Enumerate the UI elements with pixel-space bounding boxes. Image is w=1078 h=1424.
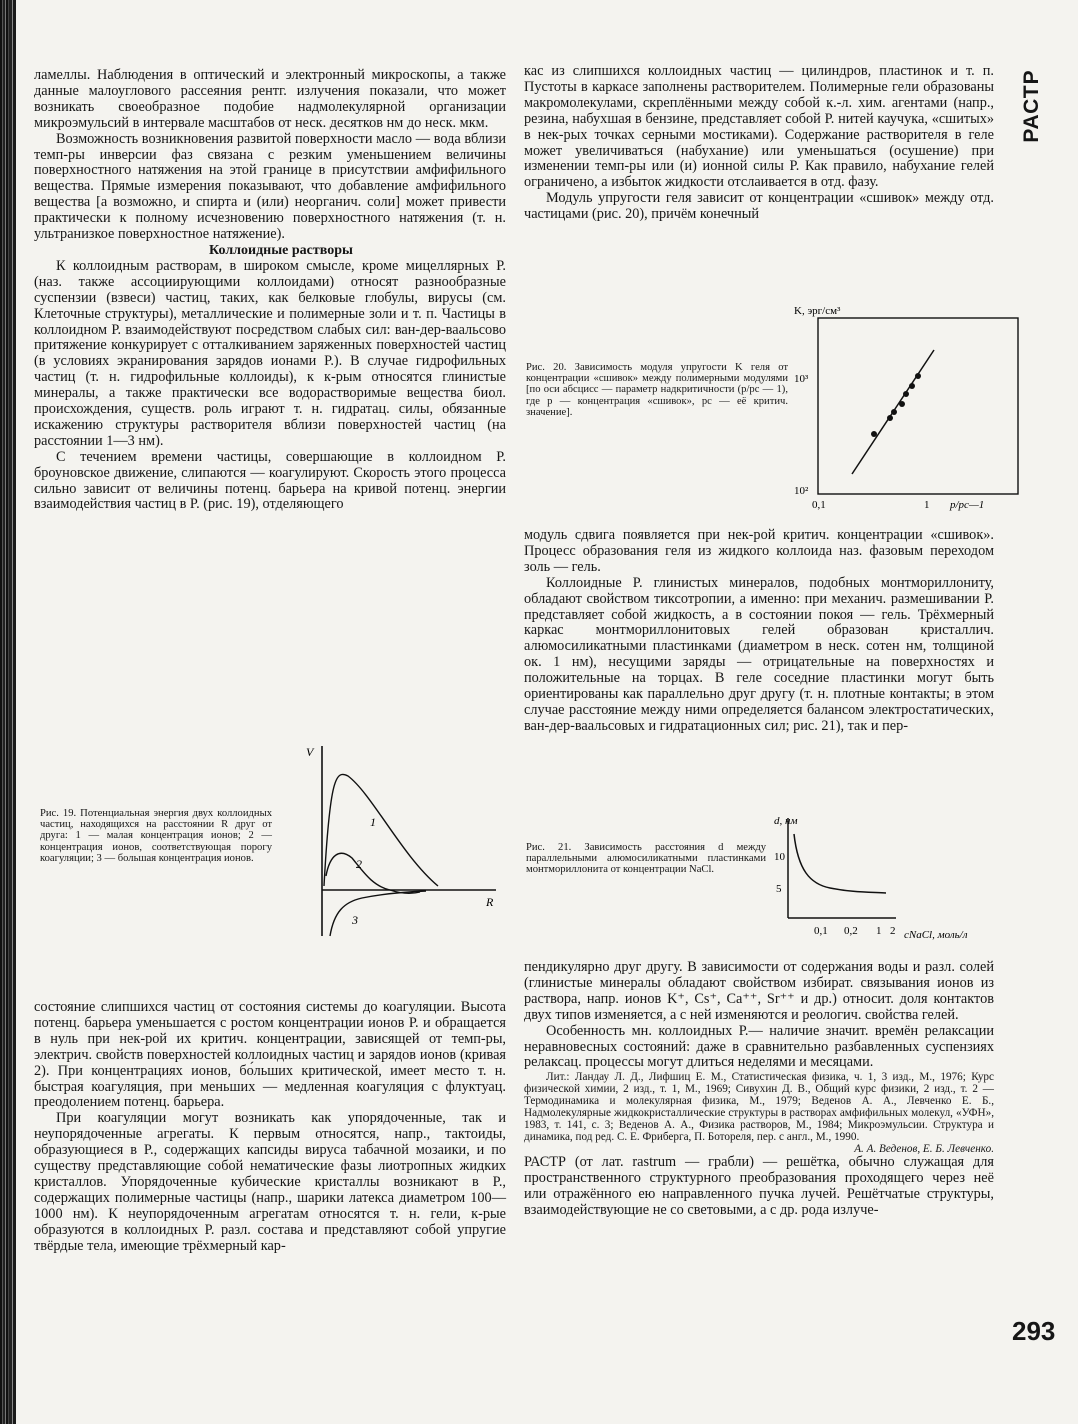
figure-21-plot <box>770 812 992 944</box>
paragraph: модуль сдвига появляется при нек-рой критич. концентрации «сшивок». Процесс образования геля из жидкого коллоида наз. фазовым переходом золь — гель. <box>524 527 994 575</box>
paragraph: Особенность мн. коллоидных Р.— наличие значит. времён релаксации неравновесных состояний: даже в сравнительно разбавленных суспензиях релаксац. процессы могут длиться неделями и месяцами. <box>524 1022 994 1071</box>
fig21-y-tick: 5 <box>776 883 782 895</box>
fig19-y-label: V <box>306 745 314 759</box>
figure-20-plot <box>790 302 1026 520</box>
paragraph: состояние слипшихся частиц от состояния системы до коагуляции. Высота потенц. барьера уменьшается с ростом концентрации ионов Р. и обращается в нуль при нек-рой их критич. концентрации, зависящей от темп-ры, электрич. свойств поверхностей коллоидных частиц и зарядов ионов (кривая 2). При концентрациях ионов, бо́льших критической, имеет место т. н. быстрая коагуляция, при меньших — медленная коагуляция с флуктуац. преодолением потенц. барьера. <box>34 999 506 1111</box>
fig21-x-label: cNaCl, моль/л <box>904 929 968 941</box>
fig20-y-tick: 10² <box>794 485 809 497</box>
fig19-curve-label: 3 <box>352 913 358 927</box>
fig20-x-tick: 0,1 <box>812 499 826 511</box>
paragraph: К коллоидным растворам, в широком смысле, кроме мицеллярных Р. (наз. также ассоциирующими коллоидами) относят разнообразные суспензии (взвеси) частиц, таких, как белковые глобулы, вирусы (см. Клеточные структуры), металлические и полимерные золи и т. п. Частицы в коллоидном Р. взаимодействуют посредством слабых сил: ван-дер-ваальсово притяжение конкурирует с отталкиванием заряженных поверхностей частиц (в условиях экранирования зарядов ионами Р.). В случае гидрофильных частиц (т. н. гидрофильные коллоиды), к к-рым относятся глинистые минералы, а также практически все водорастворимые вещества биол. происхождения, существ. роль играют т. н. гидратац. силы, обязанные искажению структуры растворителя вблизи поверхностей частиц (на расстоянии 1—3 нм). <box>34 257 506 449</box>
figure-20-caption: Рис. 20. Зависимость модуля упругости K геля от концентрации «сшивок» между полимерными модулями [по оси абсцисс — параметр надкритичности (p/pc — 1), где p — концентрация «сшивок», pc — её критич. значение]. <box>526 362 788 418</box>
fig19-curve-label: 1 <box>370 815 376 829</box>
paragraph: При коагуляции могут возникать как упорядоченные, так и неупорядоченные агрегаты. К первым относятся, напр., тактоиды, образующиеся в Р., содержащих капсиды вируса табачной мозаики, и по существу представляющие собой нематические фазы лиотропных жидких кристаллов. Упорядоченные кубические кристаллы возникают в Р., содержащих полимерные частицы (напр., шарики латекса диаметром 100—1000 нм). К неупорядоченным агрегатам относятся т. н. гели, к-рые образуются в коллоидных Р. разл. состава и представляют собой упругие твёрдые тела, имеющие трёхмерный кар- <box>34 1110 506 1254</box>
paragraph: кас из слипшихся коллоидных частиц — цилиндров, пластинок и т. п. Пустоты в каркасе заполнены растворителем. Полимерные гели образованы макромолекулами, скреплёнными между собой к.-л. хим. агентами (напр., резина, набухшая в бензине, представляет собой Р. нитей каучука, «сшитых» в нек-рых точках серными мостиками). Содержание растворителя в геле может увеличиваться (набухание) или уменьшаться (осушение) при изменении темп-ры или (и) ионной силы Р. Как правило, набухание гелей ограничено, а избыток жидкости отслаивается в отд. фазу. <box>524 63 994 191</box>
paragraph: С течением времени частицы, совершающие в коллоидном Р. броуновское движение, слипаются — коагулируют. Скорость этого процесса сильно зависит от величины потенц. барьера на кривой потенц. энергии взаимодействия частиц в Р. (рис. 19), отделяющего <box>34 448 506 513</box>
fig20-x-label: p/pc—1 <box>950 499 985 511</box>
literature-list: Лит.: Ландау Л. Д., Лифшиц Е. М., Статистическая физика, ч. 1, 3 изд., М., 1976; Курс физической химии, 2 изд., т. 1, М., 1969; Сивухин Д. В., Общий курс физики, 2 изд., т. 2 — Термодинамика и молекулярная физика, М., 1979; Веденов А. А., Левченко Е. Б., Надмолекулярные жидкокристаллические структуры в растворах амфифильных молекул, «УФН», 1983, т. 141, с. 3; Веденов А. А., Физика растворов, М., 1984; Микроэмульсии. Структура и динамика, под ред. С. Е. Фриберга, П. Ботореля, пер. с англ., М., 1990. <box>524 1071 994 1144</box>
paragraph: Коллоидные Р. глинистых минералов, подобных монтмориллониту, обладают свойством тиксотропии, а именно: при механич. размешивании Р. представляет собой жидкость, а в состоянии покоя — гель. Трёхмерный каркас монтмориллонитовых гелей образован кристаллич. алюмосиликатными пластинками (диаметром в неск. сотен нм, толщиной ок. 1 нм), несущими заряды — отрицательные на поверхностях и положительные на торцах. В геле соседние пластинки могут быть ориентированы как параллельно друг другу (т. н. плотные контакты; в этом случае расстояние между ними определяется балансом электростатических, ван-дер-ваальсовых и гидратационных сил; рис. 21), так и пер- <box>524 574 994 734</box>
fig21-y-tick: 10 <box>774 851 785 863</box>
paragraph: Модуль упругости геля зависит от концентрации «сшивок» между отд. частицами (рис. 20), причём конечный <box>524 190 994 223</box>
fig19-curve-2 <box>326 853 420 893</box>
fig20-y-label: K, эрг/см³ <box>794 305 841 317</box>
right-column-lower <box>524 960 994 1219</box>
figure-21-caption: Рис. 21. Зависимость расстояния d между параллельными алюмосиликатными пластинками монтмориллонита от концентрации NaCl. <box>526 842 766 876</box>
right-column-middle <box>524 528 994 735</box>
fig20-y-tick: 10³ <box>794 373 809 385</box>
authors: А. А. Веденов, Е. Б. Левченко. <box>854 1143 994 1156</box>
figure-19-caption: Рис. 19. Потенциальная энергия двух коллоидных частиц, находящихся на расстоянии R друг от друга: 1 — малая концентрация ионов; 2 — концентрация ионов, соответствующая порогу коагуляции; 3 — большая концентрация ионов. <box>40 808 272 864</box>
paragraph: Возможность возникновения развитой поверхности масло — вода вблизи темп-ры инверсии фаз связана с резким уменьшением величины поверхностного натяжения на этой границе в присутствии амфифильного вещества. Прямые измерения показывают, что добавление амфифильного вещества [а возможно, и спирта и (или) неорганич. соли] может привести практически к полному исчезновению поверхностного натяжения (т. н. ультранизкое поверхностное натяжение). <box>34 130 506 243</box>
fig19-curve-1 <box>324 774 438 886</box>
running-head: РАСТР <box>1020 69 1043 143</box>
right-column <box>524 64 994 223</box>
paragraph: РАСТР (от лат. rastrum — грабли) — решётка, обычно служащая для пространственного структурного преобразования проходящего через неё или отражённого ею направленного пучка лучей. Решётчатые структуры, взаимодействующие не со световыми, а с др. рода излуче- <box>524 1154 994 1219</box>
fig21-x-tick: 1 <box>876 925 882 937</box>
literature-block <box>524 1071 994 1155</box>
fig20-x-tick: 1 <box>924 499 930 511</box>
figure-19-plot <box>292 736 504 942</box>
fig19-curve-label: 2 <box>356 857 362 871</box>
fig21-y-label: d, нм <box>774 815 798 827</box>
fig19-curve-3 <box>330 891 426 936</box>
fig21-x-tick: 0,1 <box>814 925 828 937</box>
section-title: Коллоидные растворы <box>209 242 353 258</box>
fig21-x-tick: 2 <box>890 925 896 937</box>
paragraph: пендикулярно друг другу. В зависимости от содержания воды и разл. солей (глинистые минералы обладают свойством избират. связывания ионов из раствора, напр. ионов K⁺, Cs⁺, Ca⁺⁺, Sr⁺⁺ и др.) относит. доля контактов двух типов изменяется, а с ней изменяются и реологич. свойства гелей. <box>524 959 994 1023</box>
fig21-x-tick: 0,2 <box>844 925 858 937</box>
scan-binding-edge <box>0 0 16 1424</box>
fig19-x-label: R <box>486 895 494 909</box>
left-column-lower <box>34 1000 506 1255</box>
page-number: 293 <box>1012 1316 1056 1346</box>
paragraph: ламеллы. Наблюдения в оптический и электронный микроскопы, а также данные малоуглового рассеяния рентг. излучения показали, что может возникать своеобразное подобие надмолекулярной организации микроэмульсий в интервале масштабов от неск. десятков нм до неск. мкм. <box>34 67 506 131</box>
fig21-curve <box>794 834 886 893</box>
left-column <box>34 68 506 513</box>
fig20-data-points <box>871 373 921 437</box>
